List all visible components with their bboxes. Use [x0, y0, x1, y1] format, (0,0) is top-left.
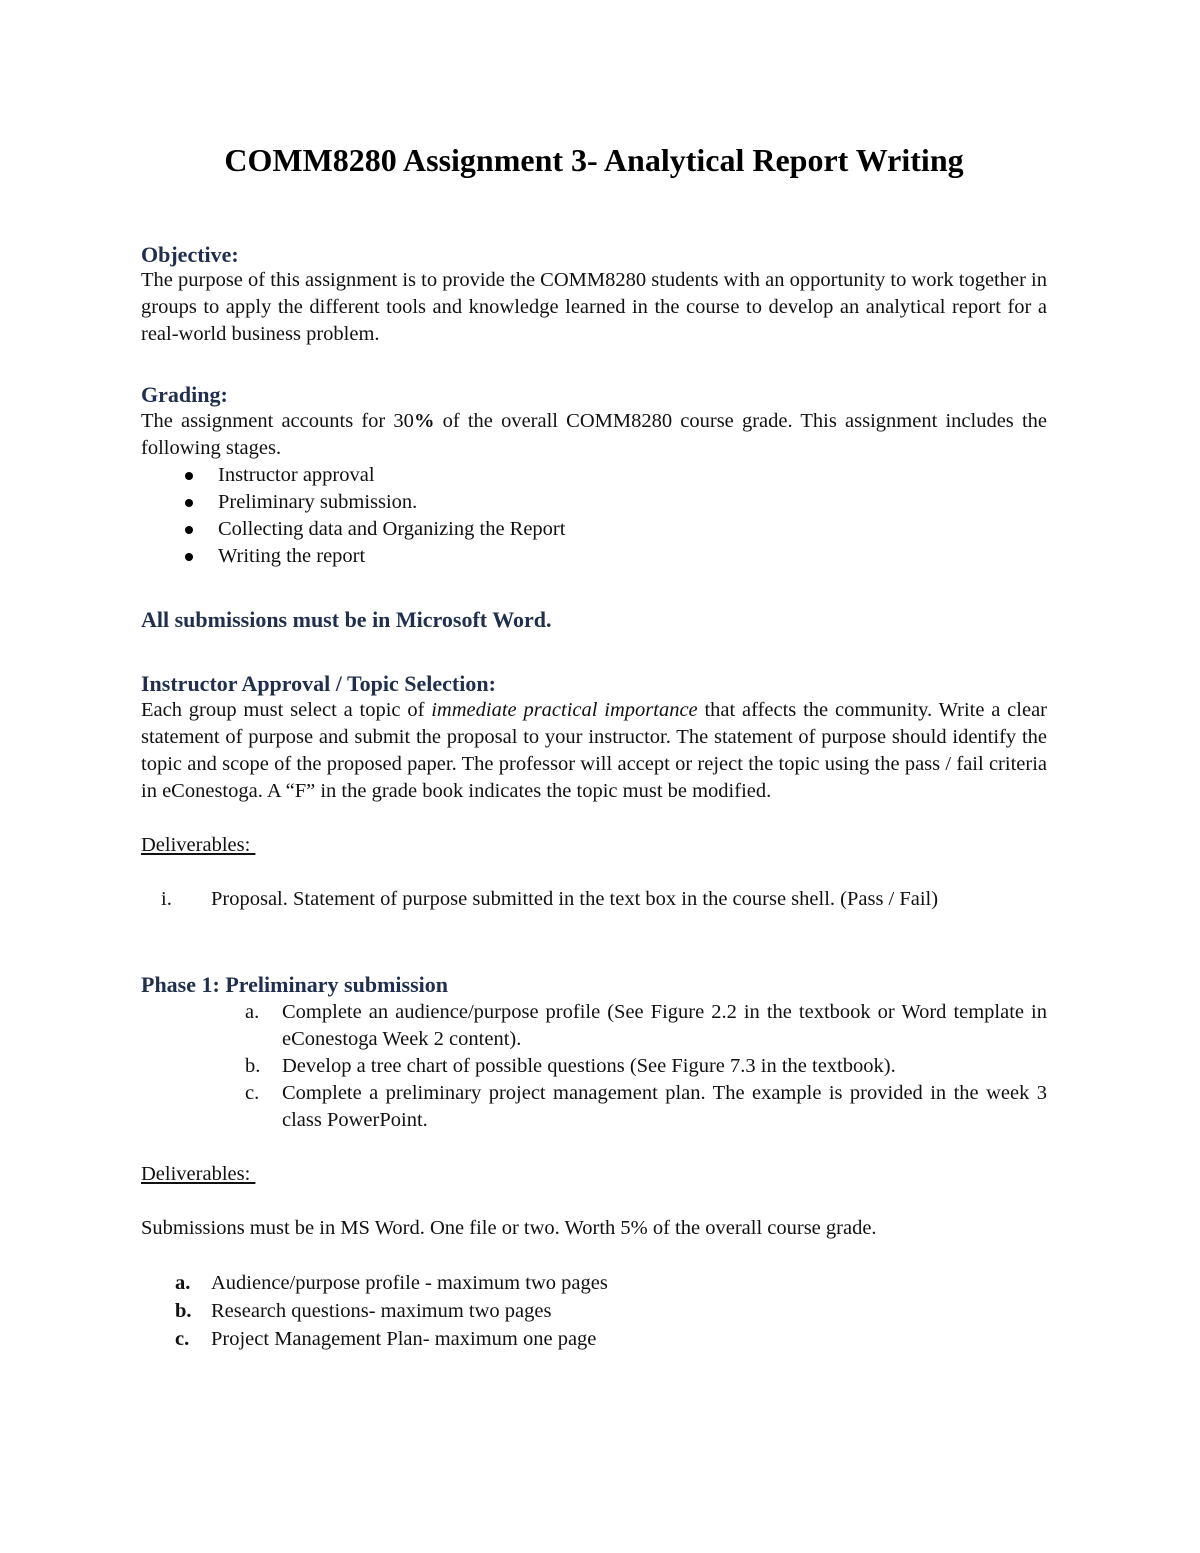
phase1-submission-text: Submissions must be in MS Word. One file or two. Worth 5% of the overall course grade. [141, 1217, 877, 1239]
list-item [141, 1053, 1047, 1080]
list-item [141, 1325, 1047, 1353]
list-item-text: Audience/purpose profile - maximum two pages [211, 1272, 608, 1294]
grading-stages-list [141, 462, 1047, 570]
list-item [141, 1269, 1047, 1297]
list-item [141, 886, 1047, 913]
list-marker: b. [175, 1300, 192, 1322]
approval-heading: Instructor Approval / Topic Selection: [141, 671, 496, 696]
list-marker: i. [161, 888, 172, 910]
word-notice: All submissions must be in Microsoft Word. [141, 607, 552, 632]
list-item: Preliminary submission. [141, 489, 1047, 516]
grading-text [141, 408, 1047, 462]
grading-text-part1: The assignment accounts for 30 [141, 410, 414, 432]
approval-text-emphasis: immediate practical importance [431, 699, 698, 721]
list-item [141, 1080, 1047, 1134]
list-marker: b. [245, 1055, 261, 1077]
approval-deliverables-list [141, 886, 1047, 913]
list-item-text: Proposal. Statement of purpose submitted in the text box in the course shell. (Pass / Fail) [211, 888, 939, 910]
list-marker: a. [245, 1001, 260, 1023]
list-item: Collecting data and Organizing the Report [141, 516, 1047, 543]
objective-text: The purpose of this assignment is to provide the COMM8280 students with an opportunity to work together in groups to apply the different tools and knowledge learned in the course to develop an analytical report for a real-world business problem. [141, 269, 1047, 345]
phase1-deliverables-label: Deliverables: [141, 1163, 256, 1185]
grading-heading: Grading: [141, 382, 228, 407]
phase1-heading: Phase 1: Preliminary submission [141, 972, 449, 997]
phase1-tasks-list [141, 999, 1047, 1134]
approval-text-part1: Each group must select a topic of [141, 699, 432, 721]
list-item: Instructor approval [141, 462, 1047, 489]
phase1-deliverables-list [141, 1269, 1047, 1353]
list-marker: a. [175, 1272, 191, 1294]
list-item: Writing the report [141, 543, 1047, 570]
approval-text [141, 697, 1047, 805]
approval-text-part2: that affects the community. Write a clear statement of purpose and submit the proposal to your instructor. The statement of purpose should identify the topic and scope of the proposed paper. The professor will accept or reject the topic using the pass / fail criteria in eConestoga. A “F” in the grade book indicates the topic must be modified. [141, 699, 1047, 802]
list-item [141, 1297, 1047, 1325]
objective-heading: Objective: [141, 242, 239, 267]
list-item-text: Complete a preliminary project management plan. The example is provided in the week 3 class PowerPoint. [282, 1082, 1047, 1131]
list-marker: c. [175, 1328, 190, 1350]
grading-percent-sign: % [413, 410, 435, 432]
grading-text-part2: of the overall COMM8280 course grade. This assignment includes the following stages. [141, 410, 1047, 459]
document-page [141, 140, 1047, 1353]
list-item-text: Research questions- maximum two pages [211, 1300, 552, 1322]
list-marker: c. [245, 1082, 260, 1104]
approval-deliverables-label: Deliverables: [141, 834, 256, 856]
list-item-text: Develop a tree chart of possible questions (See Figure 7.3 in the textbook). [282, 1055, 896, 1077]
list-item-text: Project Management Plan- maximum one page [211, 1328, 597, 1350]
list-item [141, 999, 1047, 1053]
list-item-text: Complete an audience/purpose profile (See Figure 2.2 in the textbook or Word template in eConestoga Week 2 content). [282, 1001, 1047, 1050]
document-title: COMM8280 Assignment 3- Analytical Report Writing [224, 142, 964, 178]
